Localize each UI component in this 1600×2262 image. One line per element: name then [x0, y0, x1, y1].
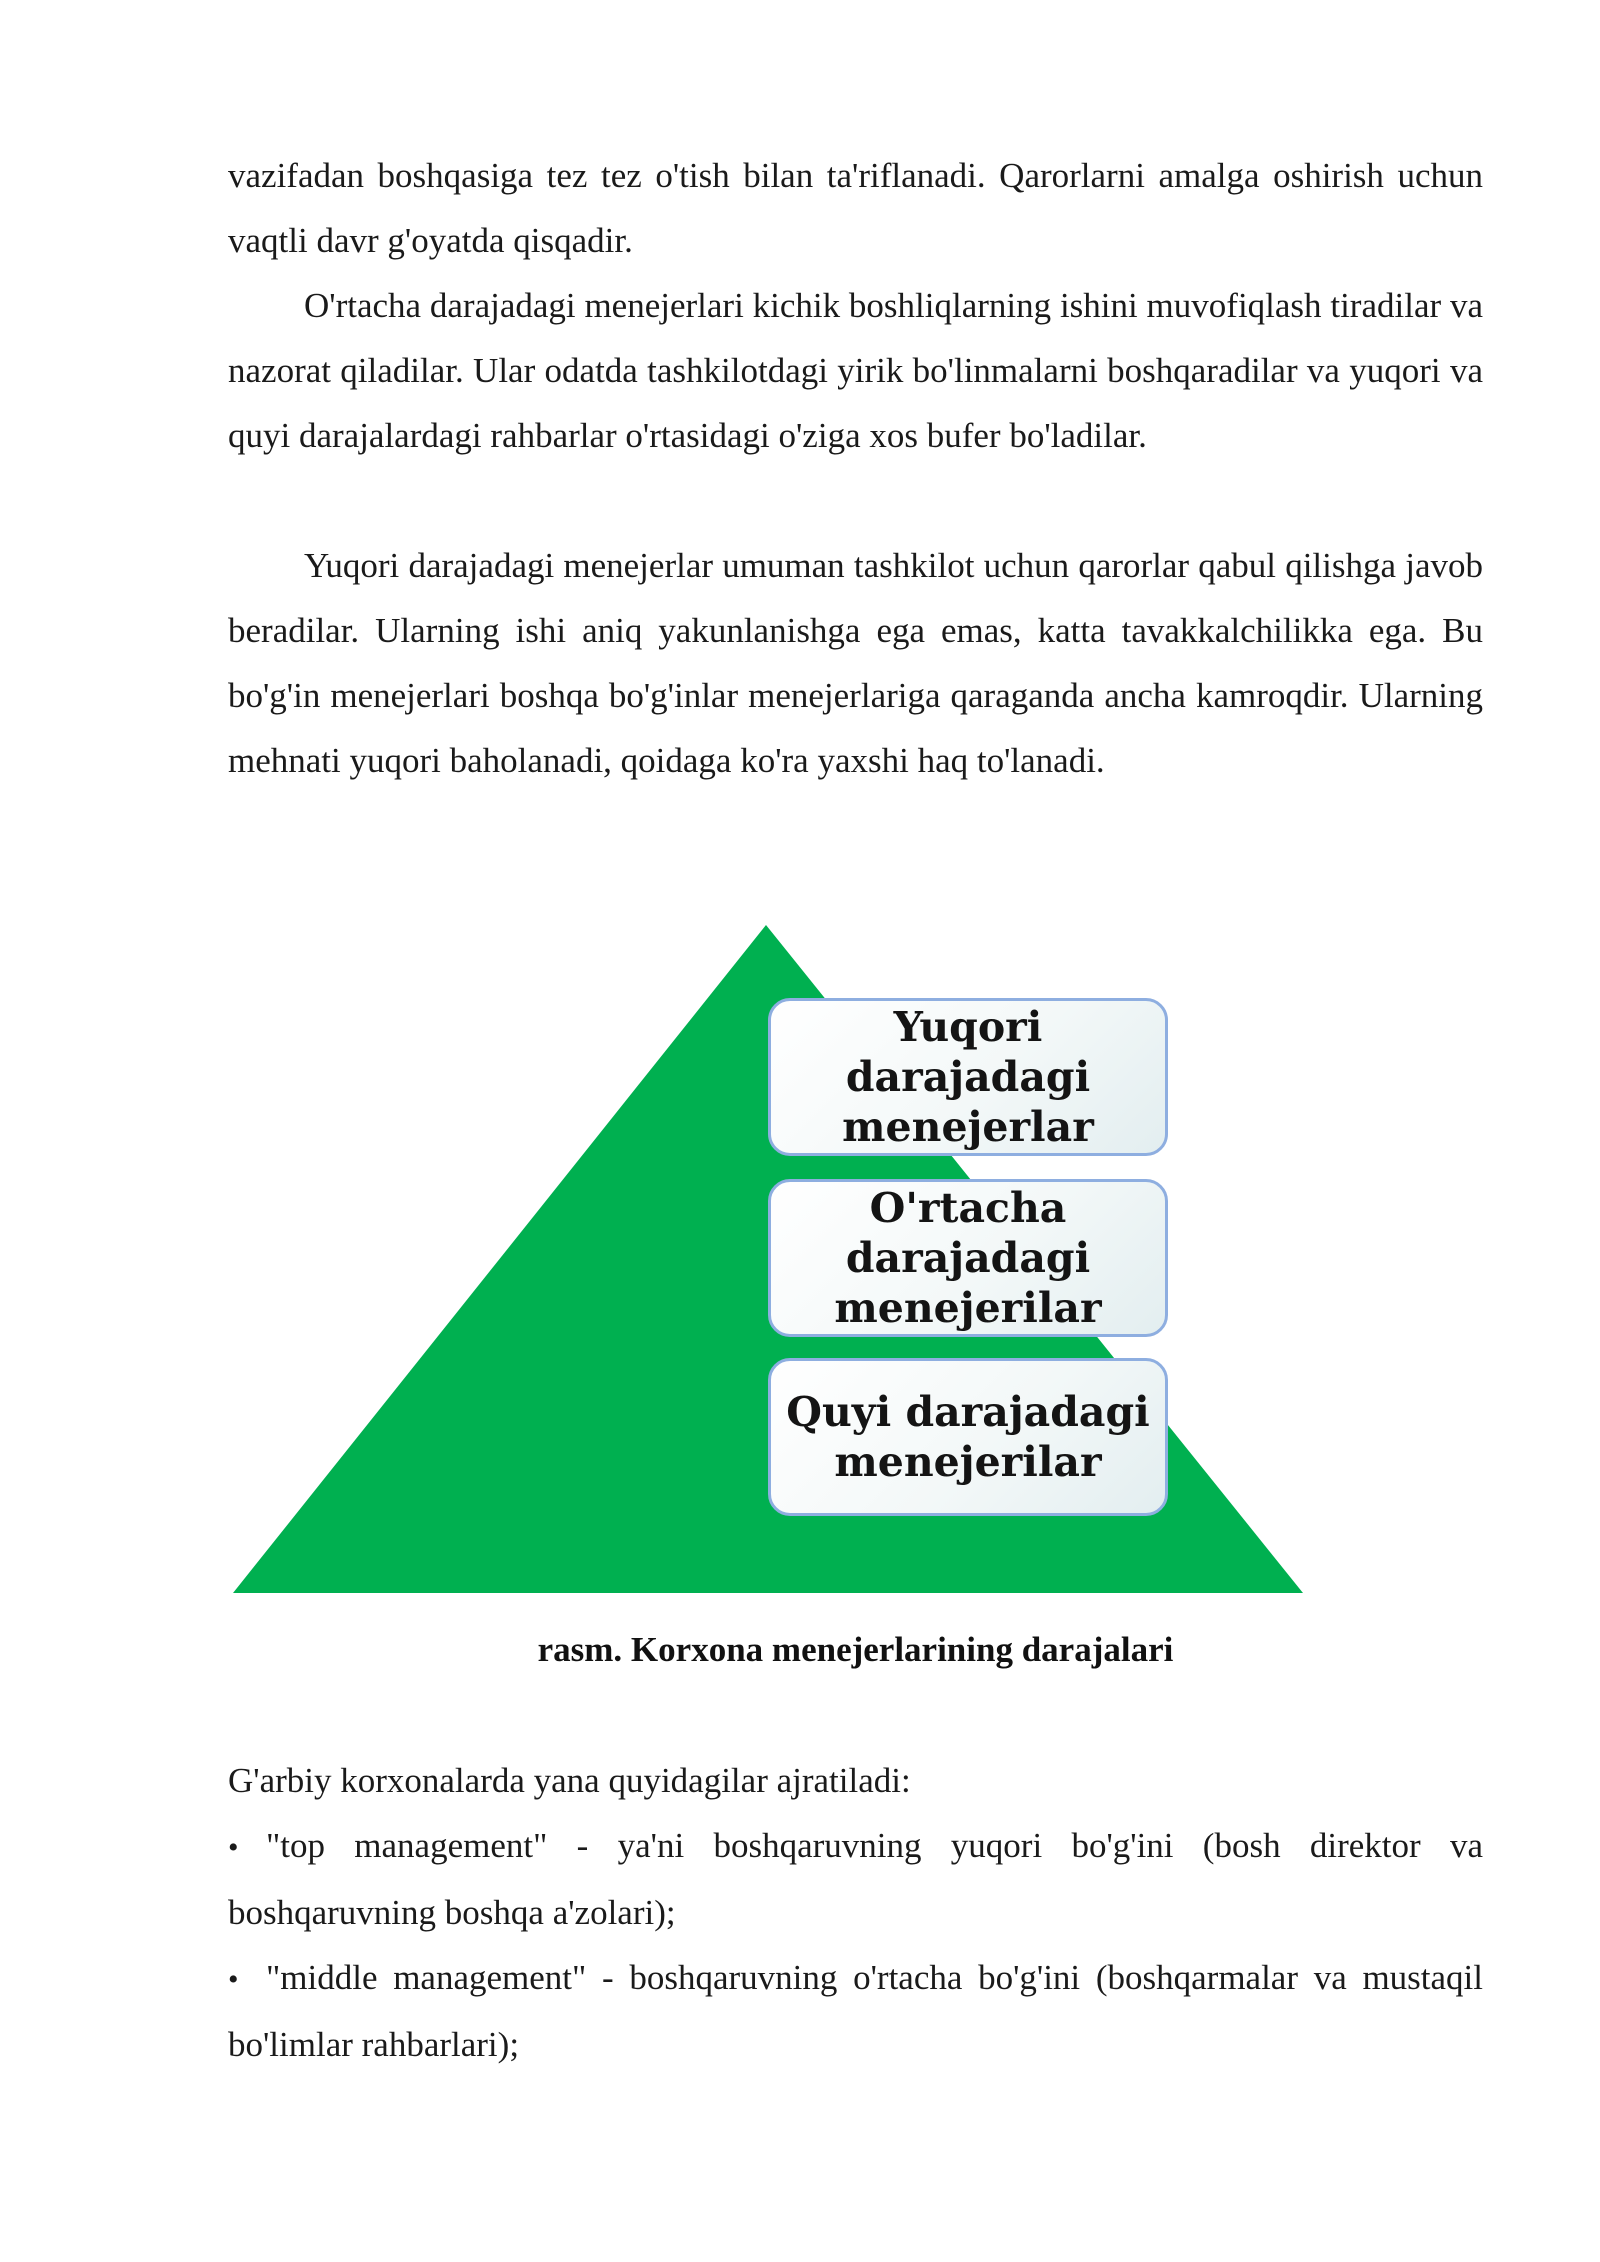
- paragraph-1-text: vazifadan boshqasiga tez tez o'tish bilan ta'riflanadi. Qarorlarni amalga oshirish uchun vaqtli davr g'oyatda qisqadir.: [228, 156, 1483, 260]
- paragraph-1: [228, 143, 1483, 273]
- list-item: [228, 1813, 1483, 1945]
- list-item-text: "top management" - ya'ni boshqaruvning yuqori bo'g'ini (bosh direktor va boshqaruvning boshqa a'zolari);: [228, 1826, 1483, 1932]
- list-item: [228, 1945, 1483, 2077]
- list-intro: G'arbiy korxonalarda yana quyidagilar ajratiladi:: [228, 1761, 911, 1800]
- paragraph-3-text: Yuqori darajadagi menejerlar umuman tashkilot uchun qarorlar qabul qilishga javob beradilar. Ularning ishi aniq yakunlanishga ega emas, katta tavakkalchilikka ega. Bu bo'g'in menejerlari boshqa bo'g'inlar menejerlariga qaraganda ancha kamroqdir. Ularning mehnati yuqori baholanadi, qoidaga ko'ra yaxshi haq to'lanadi.: [228, 546, 1483, 780]
- level-top-box: [768, 998, 1168, 1156]
- bullet-icon: •: [228, 1963, 239, 1996]
- level-middle-box: [768, 1179, 1168, 1337]
- list-item-text: "middle management" - boshqaruvning o'rtacha bo'g'ini (boshqarmalar va mustaqil bo'limlar rahbarlari);: [228, 1958, 1483, 2064]
- paragraph-2: [228, 273, 1483, 468]
- level-bottom-label: Quyi darajadagi menejerilar: [786, 1388, 1150, 1486]
- bullet-icon: •: [228, 1831, 239, 1864]
- level-top-label: Yuqori darajadagi menejerlar: [842, 1003, 1094, 1151]
- manager-levels-pyramid: [228, 925, 1308, 1613]
- level-bottom-box: [768, 1358, 1168, 1516]
- level-middle-label: O'rtacha darajadagi menejerilar: [834, 1184, 1102, 1332]
- paragraph-2-text: O'rtacha darajadagi menejerlari kichik boshliqlarning ishini muvofiqlash tiradilar va nazorat qiladilar. Ular odatda tashkilotdagi yirik bo'linmalarni boshqaradilar va yuqori va quyi darajalardagi rahbarlar o'rtasidagi o'ziga xos bufer bo'ladilar.: [228, 286, 1483, 455]
- list-section: [228, 1748, 1483, 2077]
- figure-caption: rasm. Korxona menejerlarining darajalari: [537, 1630, 1174, 1669]
- paragraph-3: [228, 533, 1483, 793]
